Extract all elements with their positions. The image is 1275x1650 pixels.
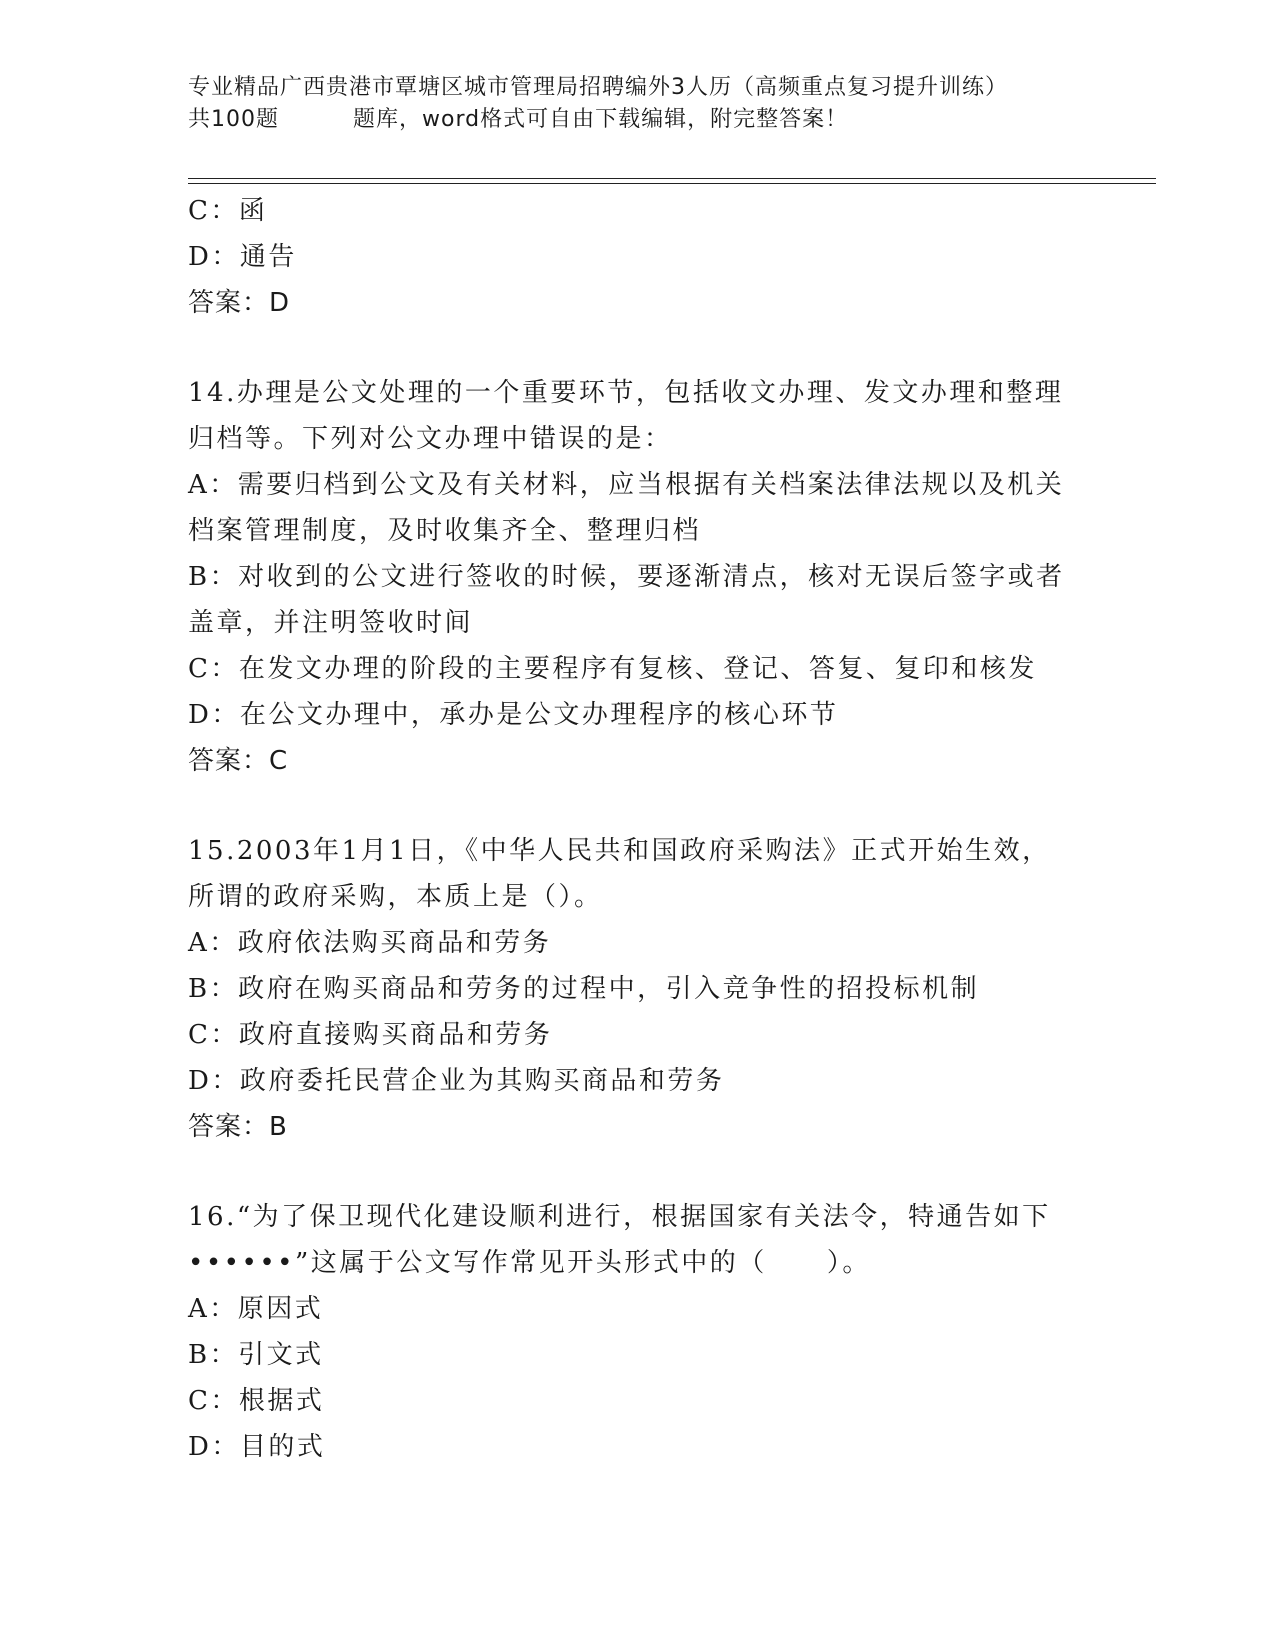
header-title-line2 <box>188 104 1088 136</box>
q14-stem-line1: 14.办理是公文处理的一个重要环节，包括收文办理、发文办理和整理 <box>188 378 1064 408</box>
q16-option-b: B：引文式 <box>188 1340 324 1370</box>
q16-option-c: C：根据式 <box>188 1386 325 1416</box>
q16-stem-line2 <box>188 1240 1088 1286</box>
q15-option-c: C：政府直接购买商品和劳务 <box>188 1020 553 1050</box>
q16-stem-line2-end: ）。 <box>826 1248 871 1278</box>
q13-answer: 答案：D <box>188 288 291 318</box>
q13-option-d: D：通告 <box>188 242 297 272</box>
q14-answer: 答案：C <box>188 746 289 776</box>
spacer <box>188 326 1088 370</box>
q15-option-a: A：政府依法购买商品和劳务 <box>188 928 552 958</box>
q14-option-a-line1: A：需要归档到公文及有关材料，应当根据有关档案法律法规以及机关 <box>188 470 1065 500</box>
q14-option-b-line2: 盖章，并注明签收时间 <box>188 608 474 638</box>
q14-stem-line2: 归档等。下列对公文办理中错误的是： <box>188 424 673 454</box>
q14-option-a-line2: 档案管理制度，及时收集齐全、整理归档 <box>188 516 702 546</box>
question-16 <box>188 1194 1088 1470</box>
header-question-count: 共100题 <box>188 107 279 132</box>
q16-option-a: A：原因式 <box>188 1294 324 1324</box>
document-body <box>188 188 1088 1470</box>
q14-option-c: C：在发文办理的阶段的主要程序有复核、登记、答复、复印和核发 <box>188 654 1037 684</box>
header-divider-bottom <box>188 183 1156 184</box>
question-15 <box>188 828 1088 1150</box>
q16-stem-line2-text: ••••••”这属于公文写作常见开头形式中的（ <box>188 1248 767 1278</box>
question-13 <box>188 188 1088 326</box>
header-title-line1: 专业精品广西贵港市覃塘区城市管理局招聘编外3人历（高频重点复习提升训练） <box>188 75 1008 100</box>
q13-option-c: C：函 <box>188 196 268 226</box>
q15-answer: 答案：B <box>188 1112 288 1142</box>
q16-option-d: D：目的式 <box>188 1432 326 1462</box>
spacer <box>188 784 1088 828</box>
question-14 <box>188 370 1088 784</box>
q15-option-d: D：政府委托民营企业为其购买商品和劳务 <box>188 1066 725 1096</box>
q15-option-b: B：政府在购买商品和劳务的过程中，引入竞争性的招投标机制 <box>188 974 980 1004</box>
header-divider-top <box>188 178 1156 179</box>
q16-stem-line1: 16.“为了保卫现代化建设顺利进行，根据国家有关法令，特通告如下 <box>188 1202 1051 1232</box>
spacer <box>188 1150 1088 1194</box>
page-header <box>188 72 1088 136</box>
q15-stem-line1: 15.2003年1月1日，《中华人民共和国政府采购法》正式开始生效， <box>188 836 1051 866</box>
q14-option-b-line1: B：对收到的公文进行签收的时候，要逐渐清点，核对无误后签字或者 <box>188 562 1065 592</box>
q15-stem-line2: 所谓的政府采购，本质上是（）。 <box>188 882 603 912</box>
q14-option-d: D：在公文办理中，承办是公文办理程序的核心环节 <box>188 700 839 730</box>
header-description: 题库，word格式可自由下载编辑，附完整答案！ <box>353 107 849 132</box>
